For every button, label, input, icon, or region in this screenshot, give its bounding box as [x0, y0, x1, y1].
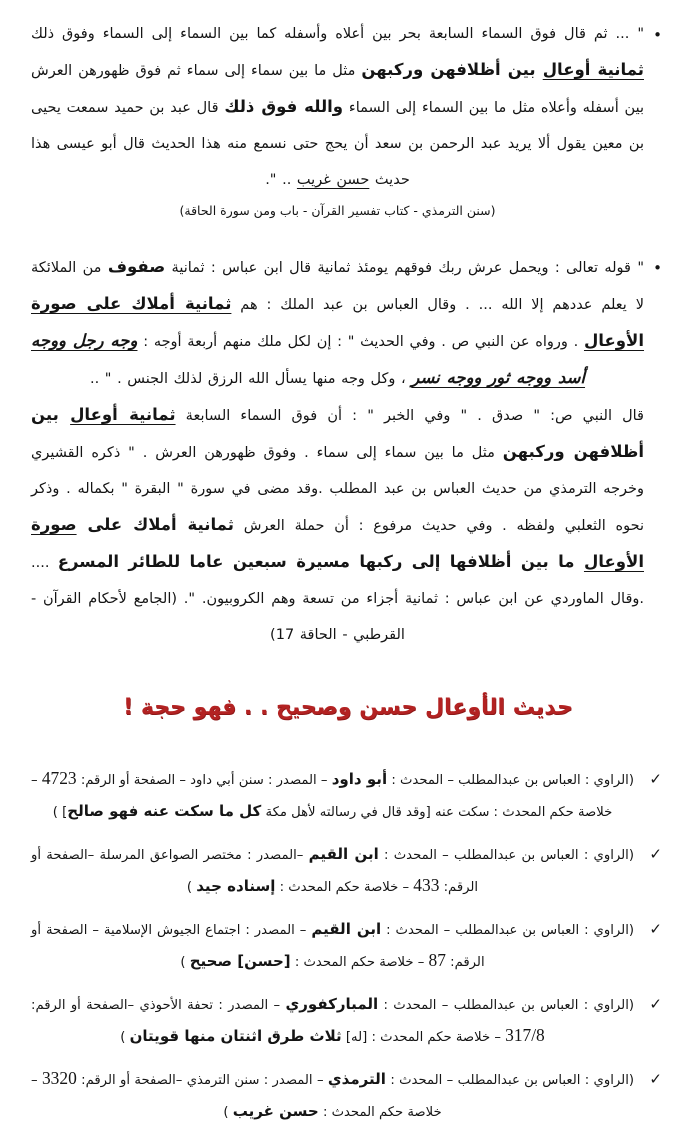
- text-segment: [حسن] صحيح: [189, 952, 291, 970]
- text-segment: بين أظلافهن وركبهن: [361, 60, 543, 79]
- text-segment: ] ): [52, 805, 68, 820]
- text-segment: ثمانية أملاك على صورة الأوعال: [31, 294, 645, 350]
- bullet-icon: •: [653, 26, 662, 44]
- grading-text: [31, 764, 634, 828]
- text-segment: 433: [413, 875, 440, 895]
- text-segment: (الجامع لأحكام القرآن - القرطبي - الحاقة 17): [31, 591, 405, 643]
- text-segment: الترمذي: [327, 1070, 386, 1088]
- text-segment: حسن غريب: [232, 1102, 319, 1120]
- text-segment: بين أظلافهن وركبهن: [31, 405, 644, 461]
- hadith-grading-item: [31, 914, 662, 978]
- text-segment: ثمانية أوعال: [70, 405, 176, 424]
- text-segment: 317/8: [505, 1025, 545, 1045]
- grading-text: [31, 989, 634, 1053]
- text-segment: .... .وقال الماوردي عن ابن عباس : ثمانية أجزاء من تسعة وهم الكروبيون. ".: [31, 555, 644, 607]
- text-segment: قال النبي ص: " صدق . " وفي الخبر " : أن فوق السماء السابعة: [175, 408, 644, 424]
- hadith-grading-item: [31, 839, 662, 903]
- text-segment: صفوف: [107, 257, 166, 276]
- checkmark-icon: ✓: [649, 1070, 662, 1088]
- text-segment: ثمانية أملاك على: [76, 515, 234, 534]
- source-citation: (سنن الترمذي - كتاب تفسير القرآن - باب ومن سورة الحاقة): [179, 203, 496, 218]
- text-segment: – المصدر : تحفة الأحوذي –الصفحة أو الرقم:: [31, 998, 286, 1013]
- text-segment: ، وكل وجه منها يسأل الله الرزق لذلك الجنس . " ..: [89, 371, 412, 387]
- text-segment: ): [223, 1105, 233, 1120]
- text-segment: – خلاصة حكم المحدث : [له]: [341, 1030, 506, 1045]
- text-segment: وجه رجل ووجه أسد ووجه ثور ووجه نسر: [31, 331, 586, 387]
- text-segment: ابن القيم: [308, 845, 379, 863]
- grading-text: [31, 1064, 634, 1128]
- quote-paragraph: [31, 249, 644, 397]
- grading-text: [31, 914, 634, 978]
- text-segment: ثلاث طرق اثنتان منها قويتان: [129, 1027, 342, 1045]
- text-segment: (الراوي : العباس بن عبدالمطلب – المحدث :: [378, 998, 634, 1013]
- text-segment: 4723: [41, 768, 77, 788]
- tafsir-quote-qurtubi: [31, 249, 662, 653]
- text-segment: (الراوي : العباس بن عبدالمطلب – المحدث :: [385, 1073, 635, 1088]
- hadith-grading-item: [31, 1064, 662, 1128]
- text-segment: " ... ثم قال فوق السماء السابعة بحر بين أعلاه وأسفله كما بين السماء إلى السماء وفوق ذلك: [31, 26, 644, 42]
- quote-paragraph: [31, 397, 644, 653]
- text-segment: ): [180, 955, 190, 970]
- text-segment: من الملائكة لا يعلم عددهم إلا الله ... . وقال العباس بن عبد الملك : هم: [31, 260, 644, 313]
- text-segment: 3320: [41, 1068, 77, 1088]
- text-segment: قال عبد بن حميد سمعت يحيى بن معين يقول ألا يريد عبد الرحمن بن سعد أن يحج حتى نسمع منه هذا الحديث قال أبو عيسى هذا حديث: [31, 100, 644, 188]
- text-segment: – خلاصة حكم المحدث :: [275, 880, 414, 895]
- text-segment: صورة الأوعال: [31, 515, 644, 571]
- text-segment: . ورواه عن النبي ص . وفي الحديث " : إن لكل ملك منهم أربعة أوجه :: [137, 334, 584, 350]
- text-segment: ): [186, 880, 197, 895]
- quote-paragraph: [31, 16, 644, 198]
- checkmark-icon: ✓: [649, 995, 662, 1013]
- text-segment: والله فوق ذلك: [224, 97, 344, 116]
- checkmark-icon: ✓: [649, 845, 662, 863]
- text-segment: ): [120, 1030, 130, 1045]
- text-segment: (الراوي : العباس بن عبدالمطلب – المحدث :: [387, 773, 634, 788]
- checkmark-icon: ✓: [649, 770, 662, 788]
- hadith-grading-item: [31, 989, 662, 1053]
- text-segment: –المصدر : مختصر الصواعق المرسلة –الصفحة أو الرقم:: [31, 848, 479, 895]
- text-segment: مثل ما بين سماء إلى سماء . وفوق ظهورهن العرش . " ذكره القشيري وخرجه الترمذي من حديث العباس بن عبد المطلب .وقد مضى في سورة " البقرة " بكماله . وذكر نحوه الثعلبي ولفظه . وفي حديث مرفوع : أن حملة العرش: [31, 445, 644, 534]
- text-segment: .. ".: [265, 172, 297, 188]
- bullet-icon: •: [653, 259, 662, 277]
- text-segment: كل ما سكت عنه فهو صالح: [67, 802, 262, 820]
- text-segment: حسن غريب: [296, 172, 370, 188]
- hadith-grading-item: [31, 764, 662, 828]
- text-segment: 87: [428, 950, 446, 970]
- text-segment: (الراوي : العباس بن عبدالمطلب – المحدث :: [378, 848, 634, 863]
- text-segment: – المصدر : سنن الترمذي –الصفحة أو الرقم:: [76, 1073, 328, 1088]
- text-segment: المباركفوري: [285, 995, 379, 1013]
- text-segment: مثل ما بين سماء إلى سماء ثم فوق ظهورهن العرش بين أسفله وأعلاه مثل ما بين السماء إلى السماء: [31, 63, 644, 116]
- text-segment: ما بين أظلافها إلى ركبها مسيرة سبعين عاما للطائر المسرع: [57, 552, 584, 571]
- text-segment: أبو داود: [331, 770, 388, 788]
- section-heading: حديث الأوعال حسن وصحيح . . فهو حجة !: [123, 695, 573, 720]
- text-segment: " قوله تعالى : ويحمل عرش ربك فوقهم يومئذ ثمانية قال ابن عباس : ثمانية: [165, 260, 644, 276]
- text-segment: – المصدر : اجتماع الجيوش الإسلامية – الصفحة أو الرقم:: [31, 923, 485, 970]
- text-segment: – المصدر : سنن أبي داود – الصفحة أو الرقم:: [76, 773, 332, 788]
- text-segment: – خلاصة حكم المحدث :: [290, 955, 429, 970]
- hadith-quote-tirmidhi: [31, 16, 662, 223]
- text-segment: – خلاصة حكم المحدث : سكت عنه [وقد قال في رسالته لأهل مكة: [31, 773, 613, 820]
- text-segment: ثمانية أوعال: [542, 60, 644, 79]
- text-segment: إسناده جيد: [196, 877, 276, 895]
- takhrij-list: [31, 764, 662, 1128]
- text-segment: (الراوي : العباس بن عبدالمطلب – المحدث :: [381, 923, 635, 938]
- text-segment: ابن القيم: [311, 920, 382, 938]
- grading-text: [31, 839, 634, 903]
- text-segment: – خلاصة حكم المحدث :: [31, 1073, 442, 1120]
- checkmark-icon: ✓: [649, 920, 662, 938]
